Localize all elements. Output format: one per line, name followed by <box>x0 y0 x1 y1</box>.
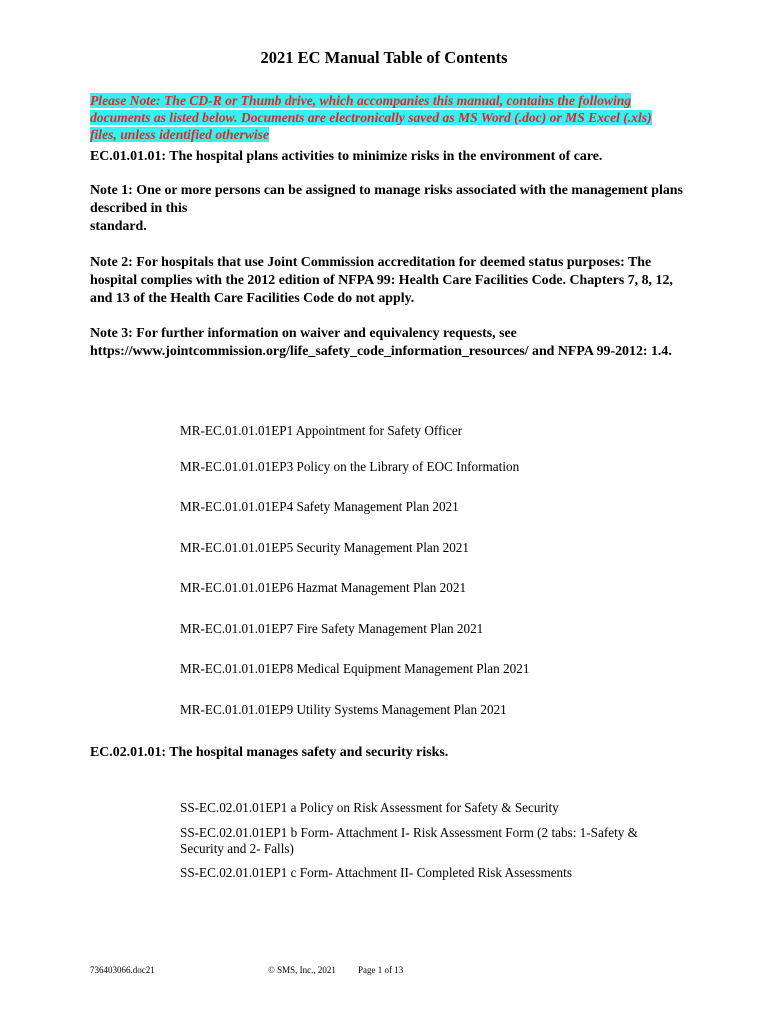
list-item: MR-EC.01.01.01EP8 Medical Equipment Management Plan 2021 <box>180 661 530 676</box>
list-item: MR-EC.01.01.01EP4 Safety Management Plan 2021 <box>180 499 459 514</box>
footer-page-number: Page 1 of 13 <box>358 965 404 975</box>
list-item: MR-EC.01.01.01EP1 Appointment for Safety Officer <box>180 423 463 438</box>
list-item: MR-EC.01.01.01EP6 Hazmat Management Plan 2021 <box>180 580 467 595</box>
page-title: 2021 EC Manual Table of Contents <box>260 48 508 67</box>
list-item: SS-EC.02.01.01EP1 b Form- Attachment I- Risk Assessment Form (2 tabs: 1-Safety & Security and 2- Falls) <box>180 825 638 856</box>
list-item: MR-EC.01.01.01EP3 Policy on the Library of EOC Information <box>180 459 520 474</box>
standard-ec-02-01-01-heading: EC.02.01.01: The hospital manages safety and security risks. <box>90 745 449 760</box>
footer-filename: 736403066.doc21 <box>90 965 155 975</box>
cd-notice-text: Please Note: The CD-R or Thumb drive, which accompanies this manual, contains the following documents as listed below. Documents are electronically saved as MS Word (.doc) or MS Excel (.xls) files, unless identified otherwise <box>90 93 652 142</box>
footer-copyright: © SMS, Inc., 2021 <box>268 965 336 975</box>
standard-ec-01-01-01-heading: EC.01.01.01: The hospital plans activities to minimize risks in the environment of care. <box>90 149 603 164</box>
note-2: Note 2: For hospitals that use Joint Commission accreditation for deemed status purposes: The hospital complies with the 2012 edition of NFPA 99: Health Care Facilities Code. Chapters 7, 8, 12, and 13 of the Health Care Facilities Code do not apply. <box>90 255 673 306</box>
cd-notice <box>90 92 680 143</box>
note-1-text-end: standard. <box>90 219 147 234</box>
list-item: SS-EC.02.01.01EP1 c Form- Attachment II- Completed Risk Assessments <box>180 865 572 880</box>
note-3: Note 3: For further information on waiver and equivalency requests, see https://www.jointcommission.org/life_safety_code_information_resources/ and NFPA 99-2012: 1.4. <box>90 326 672 359</box>
list-item: MR-EC.01.01.01EP7 Fire Safety Management Plan 2021 <box>180 621 484 636</box>
list-item: MR-EC.01.01.01EP9 Utility Systems Management Plan 2021 <box>180 702 507 717</box>
note-1-text: Note 1: One or more persons can be assigned to manage risks associated with the management plans described in this <box>90 183 683 216</box>
list-item: SS-EC.02.01.01EP1 a Policy on Risk Assessment for Safety & Security <box>180 800 559 815</box>
list-item: MR-EC.01.01.01EP5 Security Management Plan 2021 <box>180 540 469 555</box>
note-1 <box>90 182 690 236</box>
